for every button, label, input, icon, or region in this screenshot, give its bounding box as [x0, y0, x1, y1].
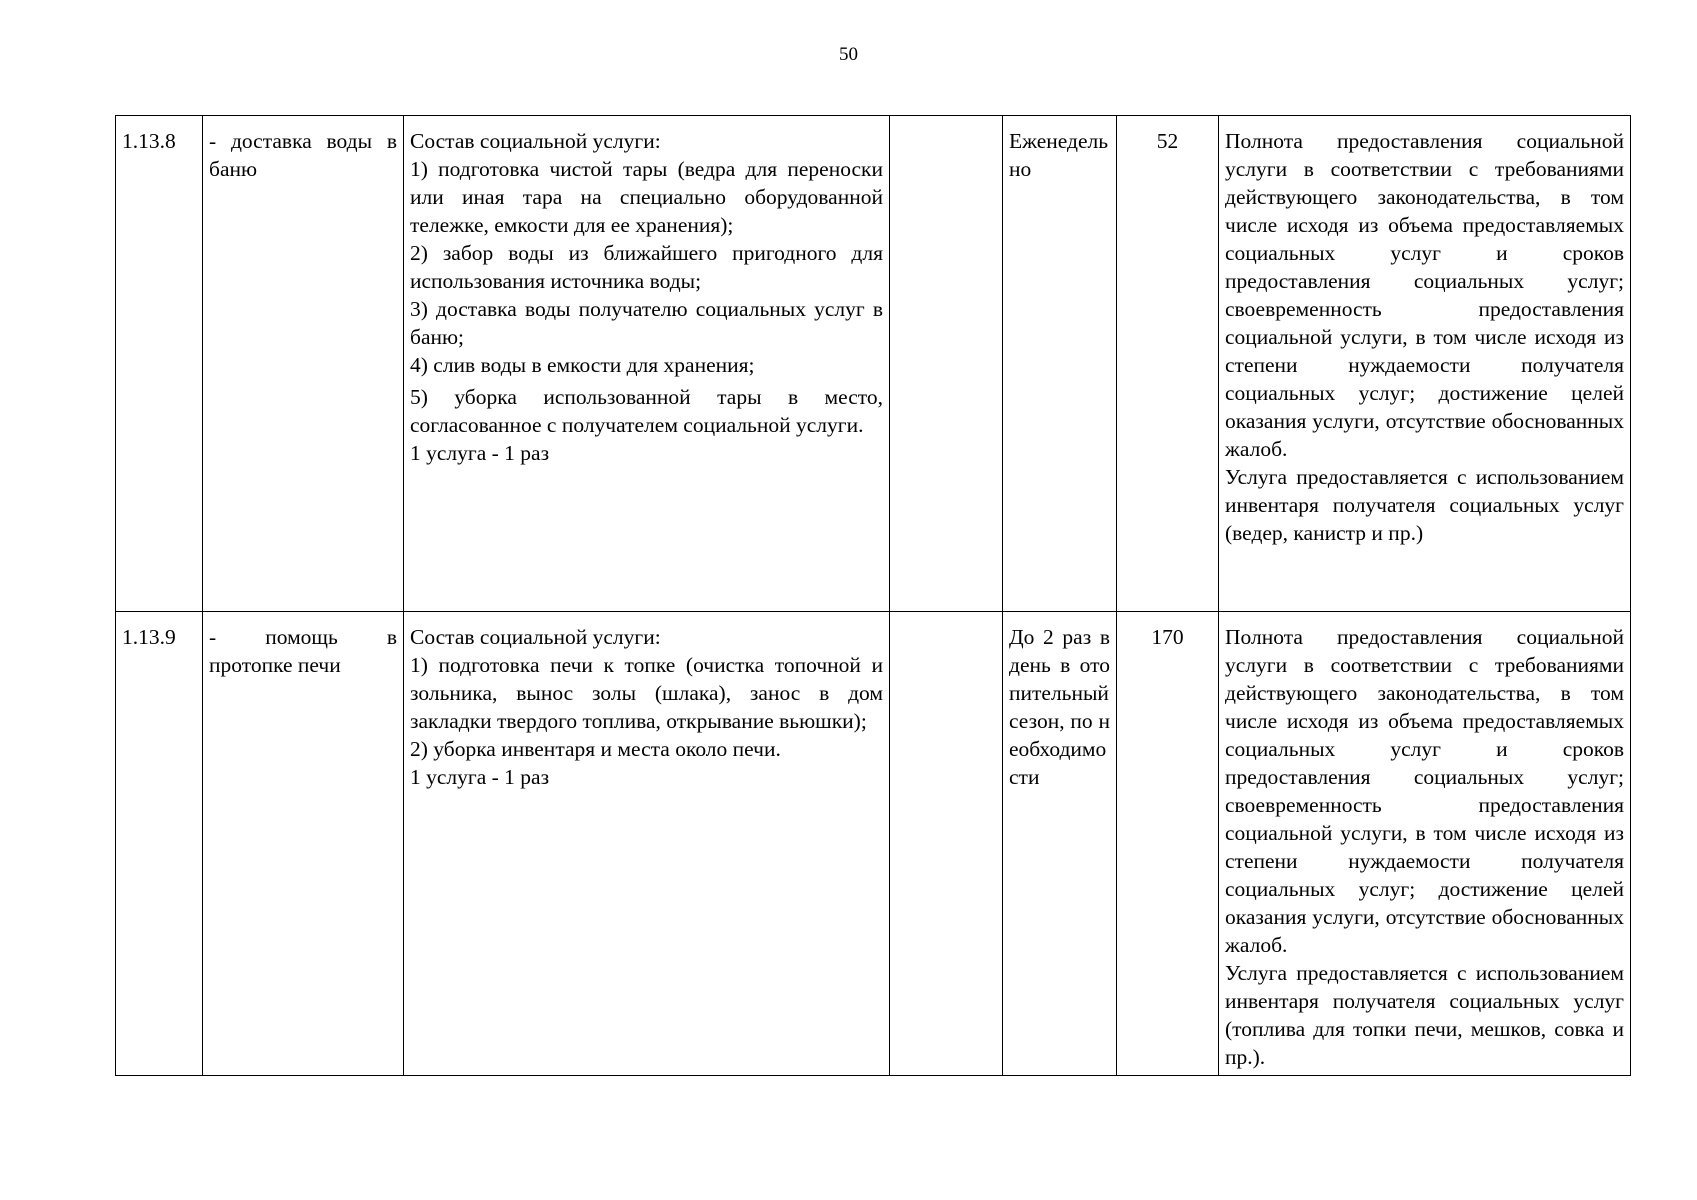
service-price: 170 — [1117, 612, 1219, 1076]
service-name: - доставка воды в баню — [203, 116, 404, 612]
description-unit: 1 услуга - 1 раз — [410, 441, 550, 465]
description-item: 2) уборка инвентаря и места около печи. — [410, 737, 781, 761]
description-item: 2) забор воды из ближайшего пригодного для использования источника воды; — [410, 241, 883, 293]
empty-cell — [890, 612, 1003, 1076]
service-name: - помощь в протопке печи — [203, 612, 404, 1076]
service-frequency: До 2 раз в день в отопительный сезон, по необходимости — [1003, 612, 1117, 1076]
service-quality — [1219, 612, 1631, 1076]
service-code: 1.13.9 — [116, 612, 203, 1076]
service-quality — [1219, 116, 1631, 612]
table-row — [116, 116, 1631, 612]
services-table — [115, 115, 1631, 1076]
description-item: 1) подготовка чистой тары (ведра для переноски или иная тара на специально оборудованной тележке, емкости для ее хранения); — [410, 157, 883, 237]
description-item: 5) уборка использованной тары в место, согласованное с получателем социальной услуги. — [410, 385, 883, 437]
quality-note: Услуга предоставляется с использованием инвентаря получателя социальных услуг (ведер, канистр и пр.) — [1225, 465, 1624, 545]
description-item: 4) слив воды в емкости для хранения; — [410, 353, 755, 377]
service-description — [404, 116, 890, 612]
description-heading: Состав социальной услуги: — [410, 625, 661, 649]
service-description — [404, 612, 890, 1076]
table-row — [116, 612, 1631, 1076]
service-frequency: Еженедельно — [1003, 116, 1117, 612]
service-price: 52 — [1117, 116, 1219, 612]
quality-criteria: Полнота предоставления социальной услуги в соответствии с требованиями действующего законодательства, в том числе исходя из объема предоставляемых социальных услуг и сроков предоставления социальных услуг; своевременность предоставления социальной услуги, в том числе исходя из степени нуждаемости получателя социальных услуг; достижение целей оказания услуги, отсутствие обоснованных жалоб. — [1225, 625, 1624, 957]
empty-cell — [890, 116, 1003, 612]
description-item: 1) подготовка печи к топке (очистка топочной и зольника, вынос золы (шлака), занос в дом закладки твердого топлива, открывание вьюшки); — [410, 653, 883, 733]
quality-criteria: Полнота предоставления социальной услуги в соответствии с требованиями действующего законодательства, в том числе исходя из объема предоставляемых социальных услуг и сроков предоставления социальных услуг; своевременность предоставления социальной услуги, в том числе исходя из степени нуждаемости получателя социальных услуг; достижение целей оказания услуги, отсутствие обоснованных жалоб. — [1225, 129, 1624, 461]
description-heading: Состав социальной услуги: — [410, 129, 661, 153]
service-code: 1.13.8 — [116, 116, 203, 612]
description-item: 3) доставка воды получателю социальных услуг в баню; — [410, 297, 883, 349]
page-number: 50 — [839, 44, 858, 65]
description-unit: 1 услуга - 1 раз — [410, 765, 550, 789]
quality-note: Услуга предоставляется с использованием инвентаря получателя социальных услуг (топлива для топки печи, мешков, совка и пр.). — [1225, 961, 1624, 1069]
